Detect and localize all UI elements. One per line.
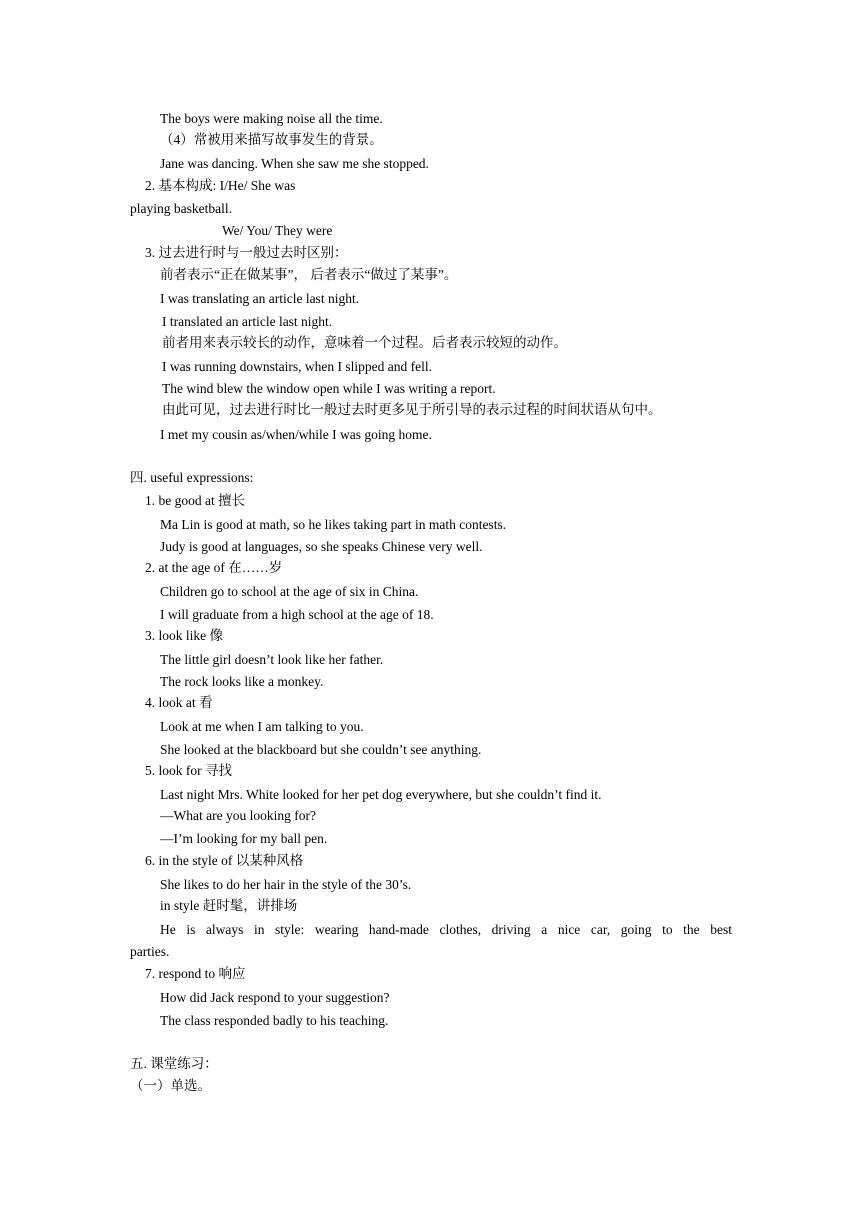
example-sentence: The class responded badly to his teaching. xyxy=(160,1013,389,1028)
example-sentence: I translated an article last night. xyxy=(162,314,333,329)
expression-item: 1. be good at 擅长 xyxy=(145,493,246,508)
section-heading: 2. 基本构成: I/He/ She was xyxy=(145,178,296,193)
expression-item: 2. at the age of 在……岁 xyxy=(145,560,283,575)
example-sentence: Jane was dancing. When she saw me she stopped. xyxy=(160,156,429,171)
expression-item: 7. respond to 响应 xyxy=(145,966,246,981)
expression-item: in style 赶时髦，讲排场 xyxy=(160,898,298,913)
expression-item: 6. in the style of 以某种风格 xyxy=(145,853,304,868)
expression-item: 4. look at 看 xyxy=(145,695,213,710)
dialogue-line: —What are you looking for? xyxy=(160,808,316,823)
usage-note: 由此可见，过去进行时比一般过去时更多见于所引导的表示过程的时间状语从句中。 xyxy=(162,402,662,417)
example-sentence: parties. xyxy=(130,944,170,959)
example-sentence: Children go to school at the age of six in China. xyxy=(160,584,419,599)
example-sentence: I met my cousin as/when/while I was going home. xyxy=(160,427,432,442)
example-sentence: Judy is good at languages, so she speaks Chinese very well. xyxy=(160,539,483,554)
example-sentence: She looked at the blackboard but she couldn’t see anything. xyxy=(160,742,482,757)
example-sentence: She likes to do her hair in the style of the 30’s. xyxy=(160,877,412,892)
example-sentence: Ma Lin is good at math, so he likes taking part in math contests. xyxy=(160,517,507,532)
example-sentence: I will graduate from a high school at the age of 18. xyxy=(160,607,434,622)
example-sentence: The boys were making noise all the time. xyxy=(160,111,383,126)
example-sentence: The wind blew the window open while I was writing a report. xyxy=(162,381,496,396)
section-heading: 3. 过去进行时与一般过去时区别： xyxy=(145,245,348,260)
usage-note: （4）常被用来描写故事发生的背景。 xyxy=(160,132,383,147)
expression-item: 3. look like 像 xyxy=(145,628,223,643)
example-sentence: I was translating an article last night. xyxy=(160,291,360,306)
example-sentence: We/ You/ They were xyxy=(222,223,333,238)
section-heading: 四. useful expressions: xyxy=(130,470,254,485)
subsection-heading: （一）单选。 xyxy=(130,1078,211,1093)
section-heading: 五. 课堂练习： xyxy=(130,1056,218,1071)
example-sentence: playing basketball. xyxy=(130,201,232,216)
example-sentence: The little girl doesn’t look like her father. xyxy=(160,652,384,667)
example-sentence: Look at me when I am talking to you. xyxy=(160,719,364,734)
usage-note: 前者表示“正在做某事”， 后者表示“做过了某事”。 xyxy=(160,267,458,282)
example-sentence: Last night Mrs. White looked for her pet dog everywhere, but she couldn’t find it. xyxy=(160,787,602,802)
example-sentence: He is always in style: wearing hand-made clothes, driving a nice car, going to the best xyxy=(160,922,732,937)
example-sentence: How did Jack respond to your suggestion? xyxy=(160,990,390,1005)
usage-note: 前者用来表示较长的动作，意味着一个过程。后者表示较短的动作。 xyxy=(162,335,567,350)
example-sentence: I was running downstairs, when I slipped and fell. xyxy=(162,359,432,374)
expression-item: 5. look for 寻找 xyxy=(145,763,232,778)
example-sentence: The rock looks like a monkey. xyxy=(160,674,324,689)
dialogue-line: —I’m looking for my ball pen. xyxy=(160,831,328,846)
